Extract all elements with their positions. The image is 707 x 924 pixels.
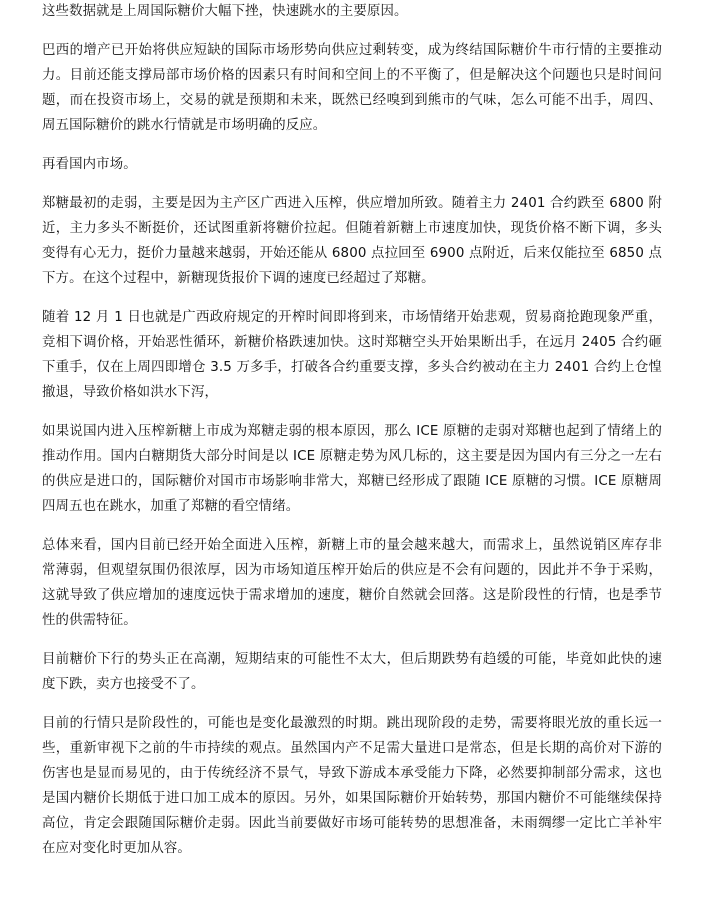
paragraph-3: 再看国内市场。 [42, 157, 137, 172]
paragraph-gap [42, 24, 662, 38]
paragraph-4: 郑糖最初的走弱，主要是因为主产区广西进入压榨，供应增加所致。随着主力 2401 合约跌至 6800 附近，主力多头不断挺价，还试图重新将糖价拉起。但随着新糖上市速度加快，现货价格不断下调，多头变得有心无力，挺价力量越来越弱，开始还能从 6800 点拉回至 6900 点附近，后来仅能拉至 6850 点下方。在这个过程中，新糖现货报价下调的速度已经超过了郑糖。 [42, 196, 662, 286]
paragraph-gap [42, 138, 662, 152]
paragraph-gap [42, 697, 662, 711]
paragraph-8: 目前糖价下行的势头正在高潮，短期结束的可能性不太大，但后期跌势有趋缓的可能，毕竟如此快的速度下跌，卖方也接受不了。 [42, 652, 662, 692]
paragraph-gap [42, 405, 662, 419]
article-body [42, 0, 662, 861]
paragraph-1: 这些数据就是上周国际糖价大幅下挫，快速跳水的主要原因。 [42, 4, 408, 19]
paragraph-2: 巴西的增产已开始将供应短缺的国际市场形势向供应过剩转变，成为终结国际糖价牛市行情的主要推动力。目前还能支撑局部市场价格的因素只有时间和空间上的不平衡了，但是解决这个问题也只是时间问题，而在投资市场上，交易的就是预期和未来，既然已经嗅到到熊市的气味，怎么可能不出手，周四、周五国际糖价的跳水行情就是市场明确的反应。 [42, 43, 662, 133]
paragraph-gap [42, 291, 662, 305]
paragraph-7: 总体来看，国内目前已经开始全面进入压榨，新糖上市的量会越来越大，而需求上，虽然说销区库存非常薄弱，但观望氛围仍很浓厚，因为市场知道压榨开始后的供应是不会有问题的，因此并不争于采购，这就导致了供应增加的速度远快于需求增加的速度，糖价自然就会回落。这是阶段性的行情，也是季节性的供需特征。 [42, 538, 662, 628]
paragraph-gap [42, 177, 662, 191]
paragraph-gap [42, 519, 662, 533]
paragraph-gap [42, 633, 662, 647]
paragraph-5: 随着 12 月 1 日也就是广西政府规定的开榨时间即将到来，市场情绪开始悲观，贸易商抢跑现象严重，竞相下调价格，开始恶性循环，新糖价格跌速加快。这时郑糖空头开始果断出手，在远月 2405 合约砸下重手，仅在上周四即增仓 3.5 万多手，打破各合约重要支撑，多头合约被动在主力 2401 合约上仓惶撤退，导致价格如洪水下泻， [42, 310, 662, 400]
paragraph-6: 如果说国内进入压榨新糖上市成为郑糖走弱的根本原因，那么 ICE 原糖的走弱对郑糖也起到了情绪上的推动作用。国内白糖期货大部分时间是以 ICE 原糖走势为风几标的，这主要是因为国内有三分之一左右的供应是进口的，国际糖价对国市市场影响非常大，郑糖已经形成了跟随 ICE 原糖的习惯。ICE 原糖周四周五也在跳水，加重了郑糖的看空情绪。 [42, 424, 662, 514]
paragraph-9: 目前的行情只是阶段性的，可能也是变化最激烈的时期。跳出现阶段的走势，需要将眼光放的重长远一些，重新审视下之前的牛市持续的观点。虽然国内产不足需大量进口是常态，但是长期的高价对下游的伤害也是显而易见的，由于传统经济不景气，导致下游成本承受能力下降，必然要抑制部分需求，这也是国内糖价长期低于进口加工成本的原因。另外，如果国际糖价开始转势，那国内糖价不可能继续保持高位，肯定会跟随国际糖价走弱。因此当前要做好市场可能转势的思想准备，未雨绸缪一定比亡羊补牢在应对变化时更加从容。 [42, 716, 662, 856]
